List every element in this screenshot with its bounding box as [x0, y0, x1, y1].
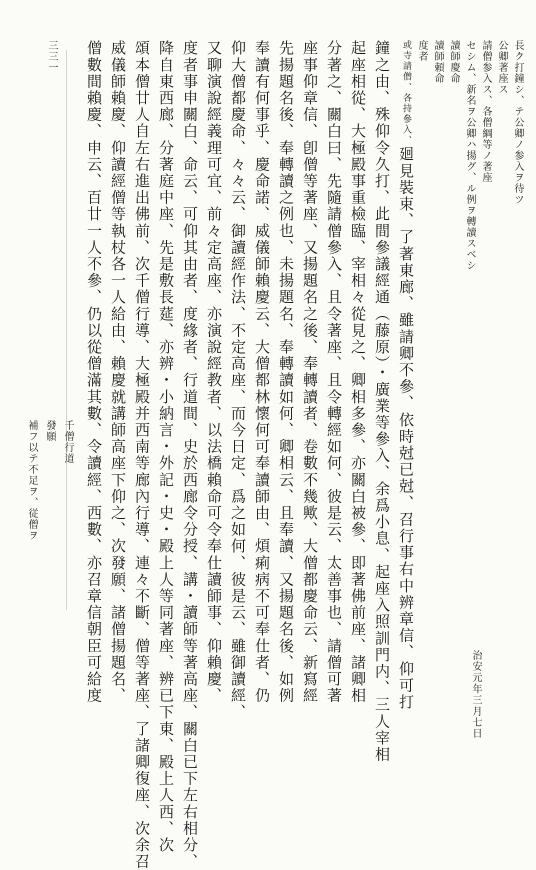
text-column-0 [398, 40, 413, 710]
headnote-1: 公卿著座ス [496, 40, 507, 95]
margin-rule [66, 50, 67, 610]
text-column-11: 頌本僧廿人自左右進出佛前、次千僧行導、大極殿并西南等廊內行導、連々不斷、僧等著座、了諸卿復座、次余召 [133, 40, 151, 870]
text-column-12: 威儀師賴慶、仰讀經僧等執杖各一人給由、賴慶就講師高座下仰之、次發願、諸僧揚題名、 [109, 40, 127, 704]
text-column-4: 座事仰章信、卽僧等著座、又揚題名之後、奉轉讀者、卷數不幾歟、大僧都慶命云、新寫經 [301, 40, 319, 704]
headnote-4: 讀師慶命 [448, 40, 459, 84]
text-column-8: 又聊演說經義理可宜、前々定高座、亦演說經教者、以法橋賴命可令奉仕讀師事、仰賴慶、 [205, 40, 223, 704]
headnote-7: 千僧行道 [62, 420, 73, 464]
headnote-6: 度者 [416, 40, 427, 62]
text-column-10: 降自東西廊、分著庭中座、先是敷長莚、亦辨・小納言・外記・史・殿上人等同著座、辨已下東、殿上人西、次 [157, 40, 175, 854]
text-column-3: 分著之、關白曰、先隨請僧參入、且令著座、且令轉經如何、彼是云、太善事也、請僧可著 [325, 40, 343, 704]
text-column-13: 僧數間賴慶、申云、百廿一人不參、仍以從僧滿其數、令讀經、西數、亦召章信朝臣可給度 [85, 40, 103, 704]
headnote-5: 讀師頼命 [432, 40, 443, 84]
headnote-9: 補フ以テ不足ヲ、従僧ヲ [26, 420, 37, 541]
text-column-6: 奉讀有何事乎、慶命諾、威儀師賴慶云、大僧都林懷何可奉讀師由、煩痢病不可奉仕者、仍 [253, 40, 271, 704]
headnote-3: セシム、新名ヲ公卿ハ揚グ、ル例ヲ轉讀スベシ [464, 40, 475, 271]
text-column-7: 仰大僧都慶命、々々云、御讀經作法、不定高座、而今日定、爲之如何、彼是云、雖御讀經、 [229, 40, 247, 721]
text-column-9: 度者事申關白、命云、可仰其由者、度緣者、行道間、史於西廊令分授、講・讀師等著高座、關白已下左右相分、 [181, 40, 199, 870]
text-column-1: 鐘之由、殊仰令久打、此間參議經通（藤原）・廣業等參入、余爲小息、起座入照訓門内、三人宰相 [373, 40, 391, 763]
column-text: 廻見裝束、了著東廊、雖請卿不參、依時尅已尅、召行事右中辨章信、仰可打 [397, 146, 415, 711]
text-column-5: 先揚題名後、奉轉讀之例也、未揚題名、奉轉讀如何、卿相云、且奉讀、又揚題名後、如例 [277, 40, 295, 704]
headnote-8: 發願 [44, 420, 55, 442]
headnote-2: 請僧参入ス、各僧綱等ノ著座 [480, 40, 491, 183]
headnote-0: 長ク打鐘シ、テ公卿ノ参入ヲ待ツ [512, 40, 523, 205]
footer-date: 治安元年三月七日 [470, 650, 481, 740]
text-column-2: 起座相從、大極殿事重檢臨、宰相々從見之、卿相多參、亦關白被參、即著佛前座、諸卿相 [349, 40, 367, 704]
small-note: 或寺請僧、各持參入、 [401, 40, 411, 146]
page-number: 三三一 [46, 40, 57, 73]
